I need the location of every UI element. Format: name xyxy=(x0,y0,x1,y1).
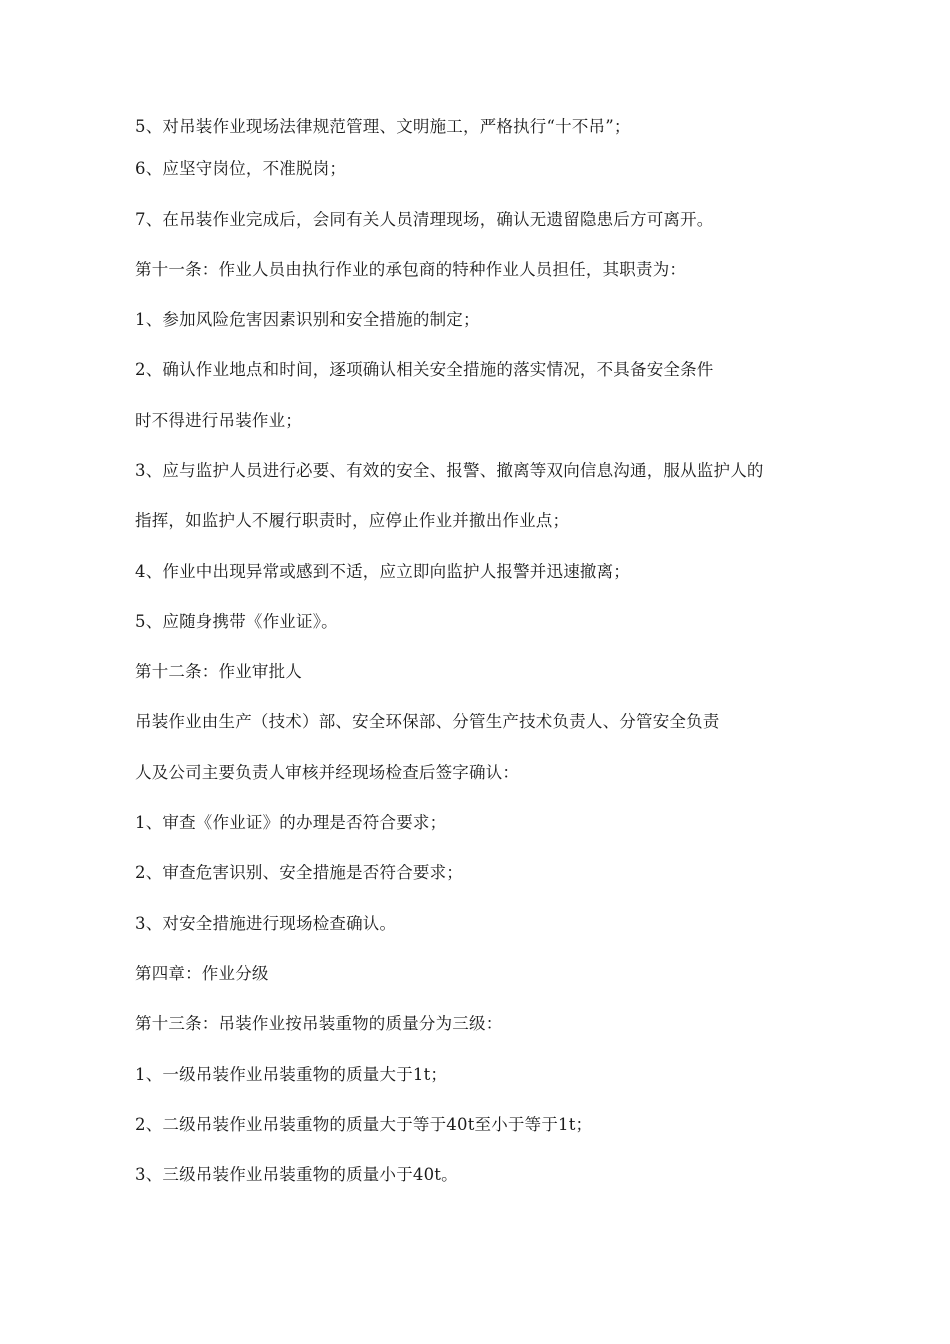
text-line: 2、二级吊装作业吊装重物的质量大于等于40t至小于等于1t； xyxy=(135,1115,593,1134)
text-line: 7、在吊装作业完成后，会同有关人员清理现场，确认无遗留隐患后方可离开。 xyxy=(135,210,714,229)
text-line: 人及公司主要负责人审核并经现场检查后签字确认： xyxy=(135,763,520,782)
section-heading: 第十三条：吊装作业按吊装重物的质量分为三级： xyxy=(135,1014,503,1033)
section-heading: 第十一条：作业人员由执行作业的承包商的特种作业人员担任，其职责为： xyxy=(135,260,687,279)
text-line: 2、审查危害识别、安全措施是否符合要求； xyxy=(135,863,463,882)
text-line: 5、对吊装作业现场法律规范管理、文明施工，严格执行“十不吊”； xyxy=(135,117,631,136)
text-line: 时不得进行吊装作业； xyxy=(135,411,302,430)
text-line: 3、三级吊装作业吊装重物的质量小于40t。 xyxy=(135,1165,458,1184)
text-line: 1、审查《作业证》的办理是否符合要求； xyxy=(135,813,447,832)
text-line: 4、作业中出现异常或感到不适，应立即向监护人报警并迅速撤离； xyxy=(135,562,630,581)
text-line: 指挥，如监护人不履行职责时，应停止作业并撤出作业点； xyxy=(135,511,570,530)
text-line: 3、应与监护人员进行必要、有效的安全、报警、撤离等双向信息沟通，服从监护人的 xyxy=(135,461,764,480)
chapter-heading: 第四章：作业分级 xyxy=(135,964,269,983)
text-line: 吊装作业由生产（技术）部、安全环保部、分管生产技术负责人、分管安全负责 xyxy=(135,712,720,731)
text-line: 1、一级吊装作业吊装重物的质量大于1t； xyxy=(135,1065,448,1084)
text-line: 6、应坚守岗位，不准脱岗； xyxy=(135,159,347,178)
section-heading: 第十二条：作业审批人 xyxy=(135,662,302,681)
text-line: 2、确认作业地点和时间，逐项确认相关安全措施的落实情况，不具备安全条件 xyxy=(135,360,714,379)
text-line: 3、对安全措施进行现场检查确认。 xyxy=(135,914,397,933)
text-line: 5、应随身携带《作业证》。 xyxy=(135,612,338,631)
text-line: 1、参加风险危害因素识别和安全措施的制定； xyxy=(135,310,480,329)
